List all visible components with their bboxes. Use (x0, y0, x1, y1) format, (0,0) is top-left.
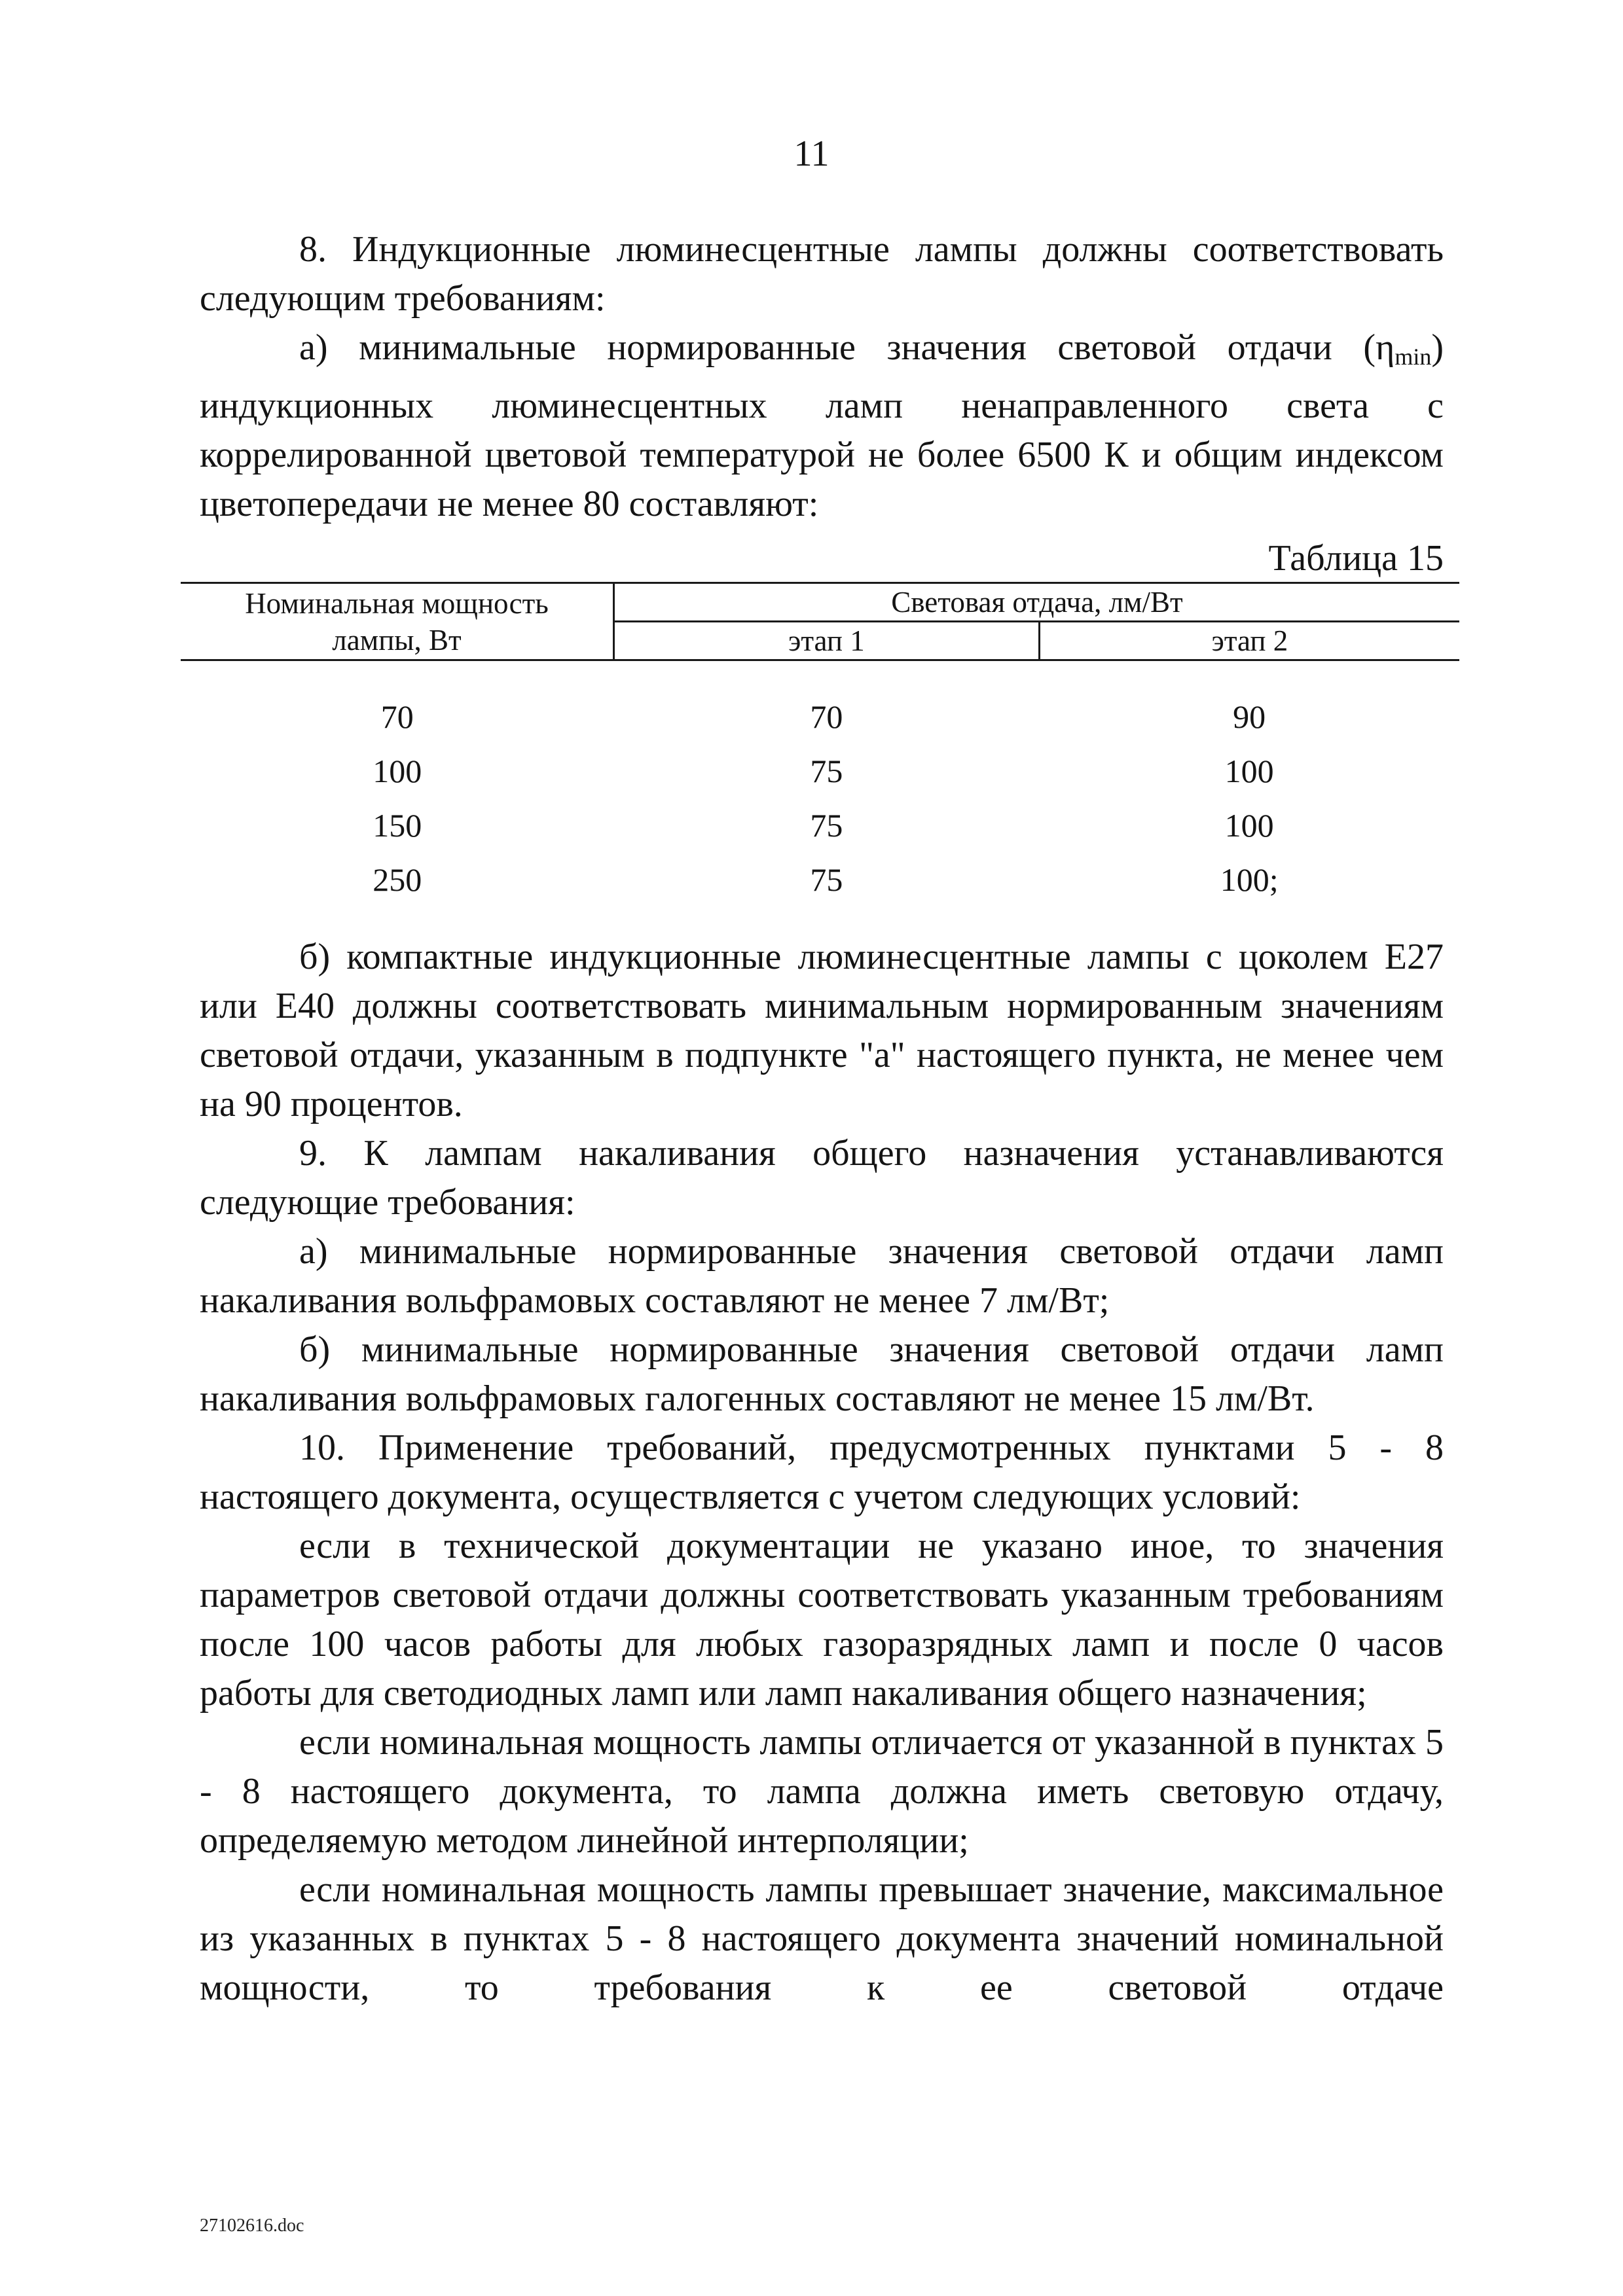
efficacy-table (181, 582, 1459, 907)
cell-stage1: 75 (810, 753, 843, 789)
cell-stage1: 70 (810, 698, 843, 735)
header-power-line1: Номинальная мощность (245, 586, 549, 620)
paragraph-8-intro: 8. Индукционные люминесцентные лампы должны соответствовать следующим требованиям: (200, 229, 1444, 319)
paragraph-10-condition-3: если номинальная мощность лампы превышает значение, максимальное из указанных в пунктах 5 - 8 настоящего документа значений номинальной мощности, то требования к ее световой отдаче (200, 1869, 1444, 2008)
paragraph-8a-start: а) минимальные нормированные значения световой отдачи (η (299, 327, 1395, 368)
cell-stage2: 100; (1220, 861, 1279, 898)
paragraph-9b: б) минимальные нормированные значения световой отдачи ламп накаливания вольфрамовых галогенных составляют не менее 15 лм/Вт. (200, 1329, 1444, 1419)
table-caption: Таблица 15 (1268, 538, 1444, 579)
table-header-row-1 (181, 583, 1459, 622)
cell-power: 150 (373, 807, 422, 844)
cell-power: 100 (373, 753, 422, 789)
eta-min-subscript: min (1395, 344, 1432, 370)
paragraph-8b: б) компактные индукционные люминесцентные лампы с цоколем Е27 или Е40 должны соответствовать минимальным нормированным значениям световой отдачи, указанным в подпункте "а" настоящего пункта, не менее чем на 90 процентов. (200, 937, 1444, 1124)
paragraph-8a-end: ) индукционных люминесцентных ламп ненаправленного света с коррелированной цветовой температурой не более 6500 К и общим индексом цветопередачи не менее 80 составляют: (200, 327, 1444, 524)
paragraph-10-condition-1: если в технической документации не указано иное, то значения параметров световой отдачи должны соответствовать указанным требованиям после 100 часов работы для любых газоразрядных ламп и после 0 часов работы для светодиодных ламп или ламп накаливания общего назначения; (200, 1526, 1444, 1713)
header-efficacy: Световая отдача, лм/Вт (614, 583, 1460, 622)
cell-power: 250 (373, 861, 422, 898)
table-row (181, 744, 1459, 798)
table-row (181, 798, 1459, 853)
cell-power: 70 (380, 698, 414, 735)
cell-stage2: 90 (1233, 698, 1266, 735)
paragraph-10-condition-2: если номинальная мощность лампы отличается от указанной в пунктах 5 - 8 настоящего документа, то лампа должна иметь световую отдачу, определяемую методом линейной интерполяции; (200, 1722, 1444, 1861)
paragraph-9-intro: 9. К лампам накаливания общего назначения устанавливаются следующие требования: (200, 1133, 1444, 1223)
table-row (181, 690, 1459, 744)
upper-text-block (200, 225, 1444, 588)
header-stage1: этап 1 (614, 622, 1040, 660)
cell-stage1: 75 (810, 807, 843, 844)
table-spacer-row (181, 660, 1459, 691)
table-row (181, 853, 1459, 907)
cell-stage2: 100 (1224, 753, 1274, 789)
paragraph-10-intro: 10. Применение требований, предусмотренных пунктами 5 - 8 настоящего документа, осуществляется с учетом следующих условий: (200, 1427, 1444, 1517)
header-stage2: этап 2 (1039, 622, 1459, 660)
cell-stage1: 75 (810, 861, 843, 898)
paragraph-9a: а) минимальные нормированные значения световой отдачи ламп накаливания вольфрамовых составляют не менее 7 лм/Вт; (200, 1231, 1444, 1321)
header-power (181, 583, 614, 660)
paragraph-8a (200, 323, 1444, 529)
header-power-line2: лампы, Вт (332, 623, 462, 656)
lower-text-block (200, 933, 1444, 2013)
page-number: 11 (793, 134, 830, 174)
cell-stage2: 100 (1224, 807, 1274, 844)
footer-filename: 27102616.doc (200, 2215, 304, 2236)
